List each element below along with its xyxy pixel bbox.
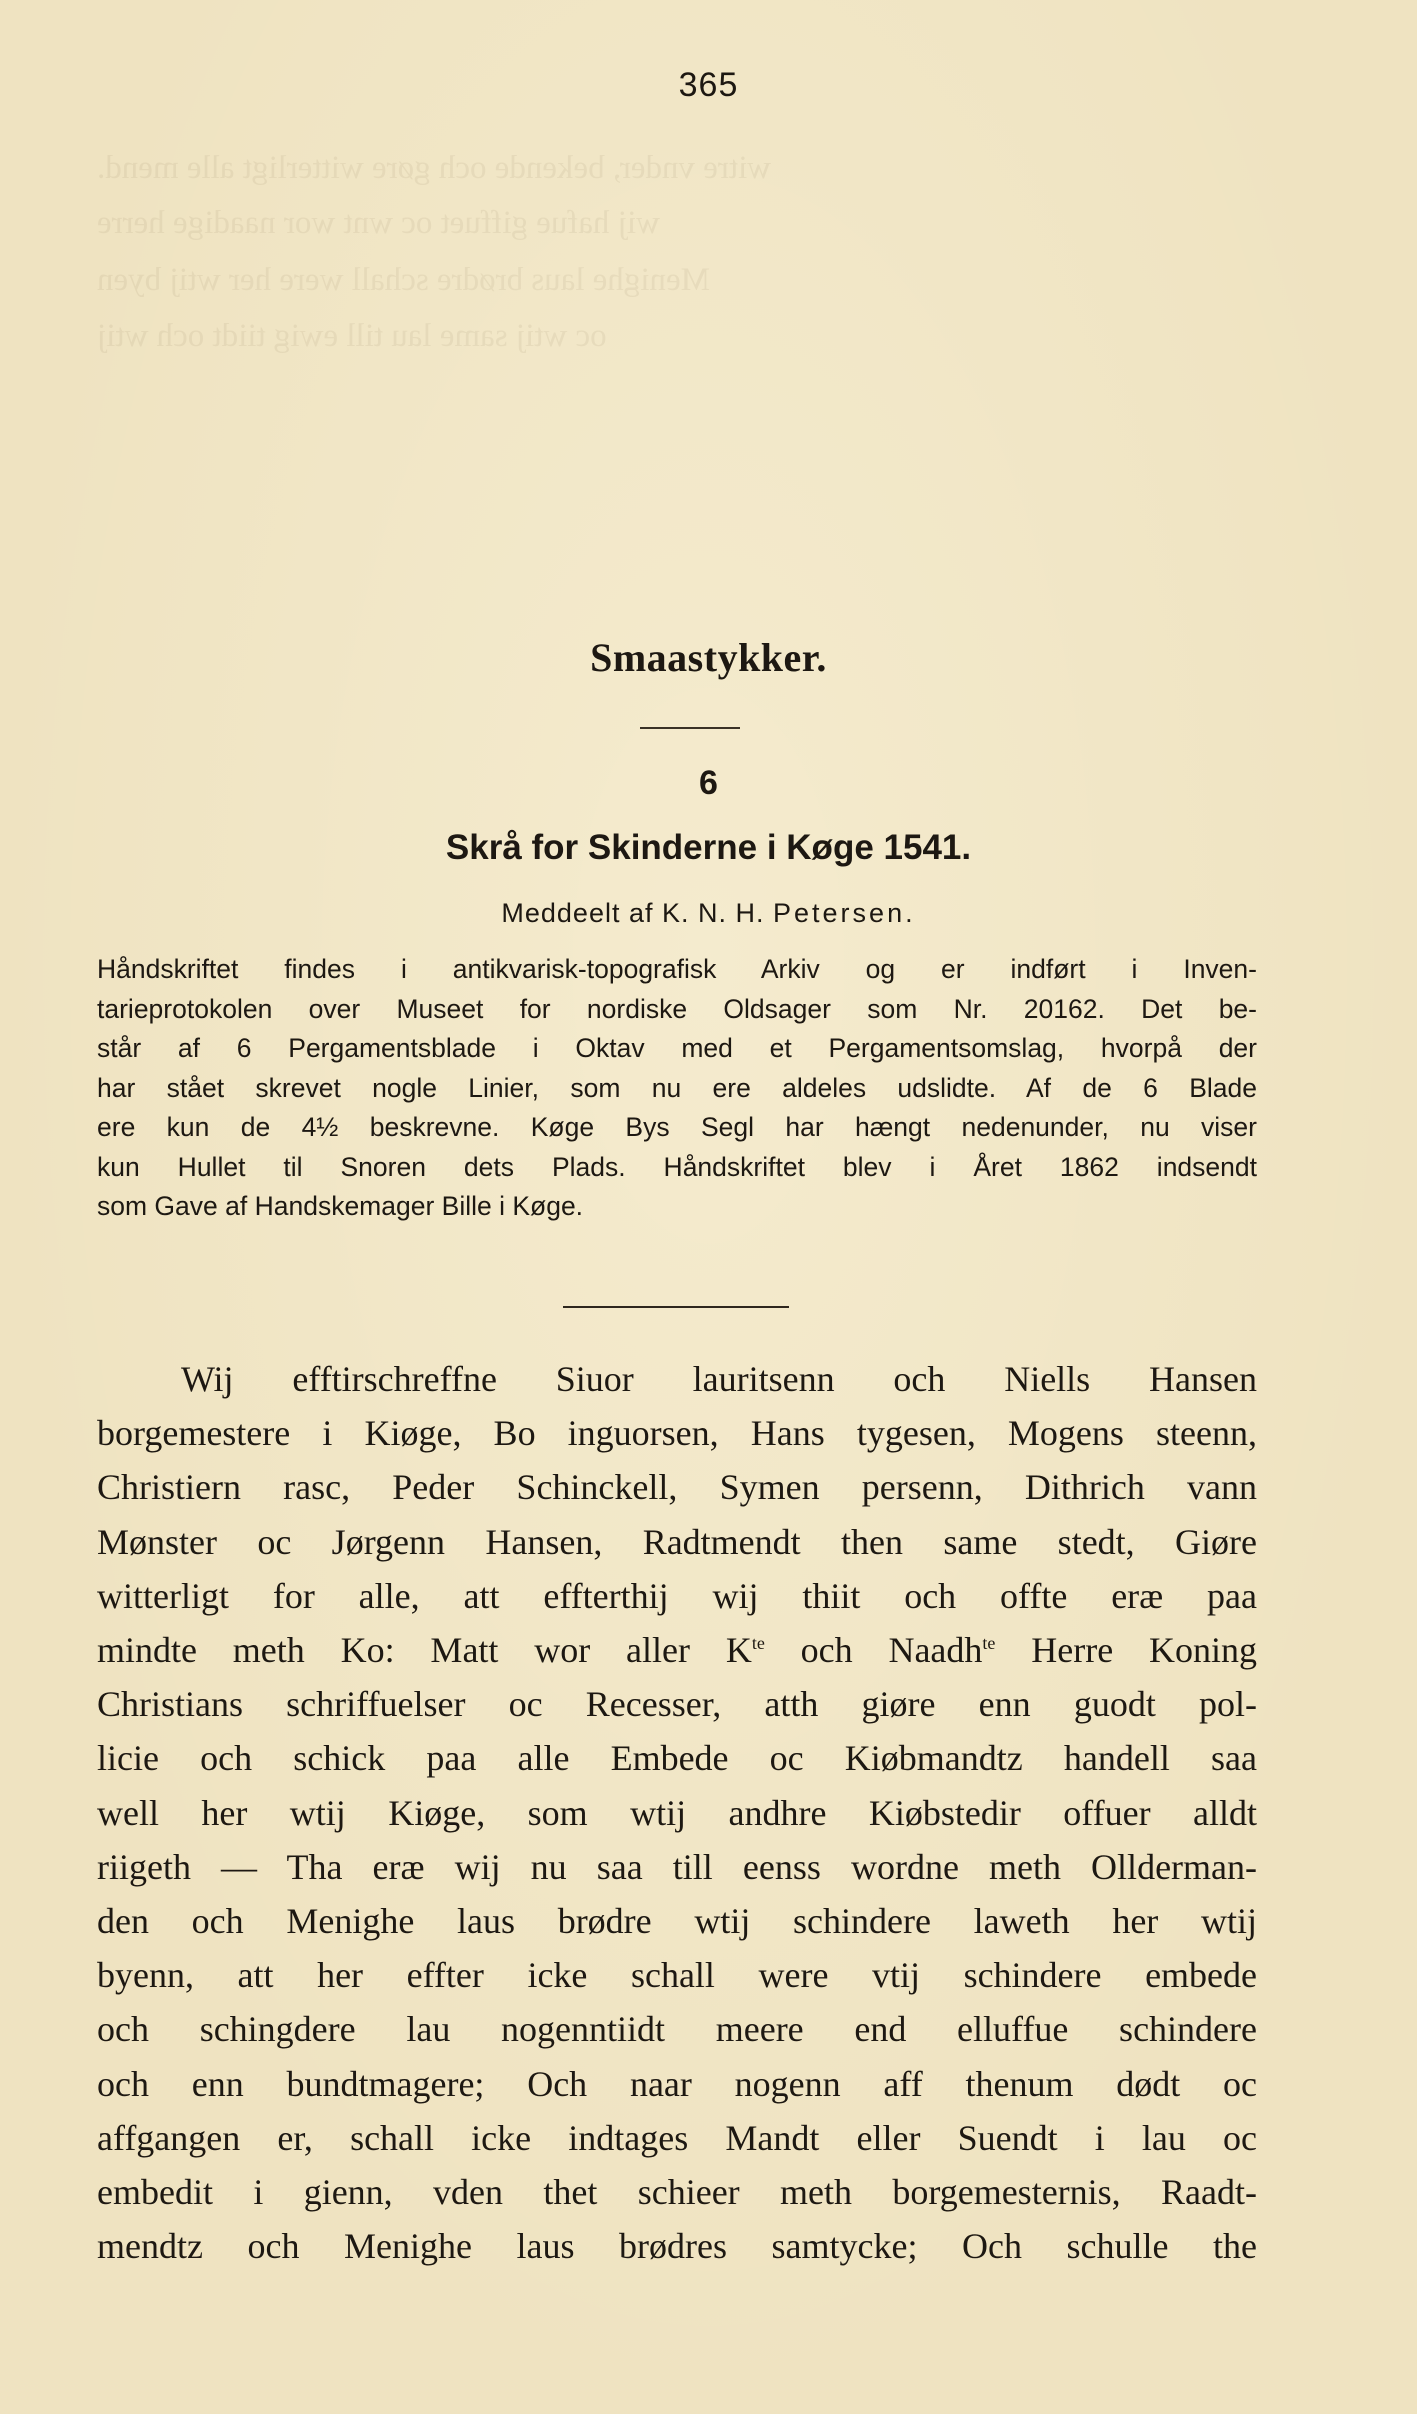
body-line: Christiern rasc, Peder Schinckell, Symen persenn, Dithrich vann: [97, 1467, 1257, 1508]
superscript: te: [982, 1633, 996, 1654]
intro-line: har stået skrevet nogle Linier, som nu ere aldeles udslidte. Af de 6 Blade: [97, 1072, 1257, 1103]
intro-line: står af 6 Pergamentsblade i Oktav med et Pergamentsomslag, hvorpå der: [97, 1033, 1257, 1063]
intro-line: ere kun de 4½ beskrevne. Køge Bys Segl har hængt nedenunder, nu viser: [97, 1112, 1257, 1142]
document-body: [97, 1352, 1257, 2273]
body-line-part: och Naadh: [800, 1630, 983, 1671]
byline: [0, 898, 1417, 929]
body-line-part: Herre Koning: [1031, 1630, 1258, 1671]
body-line: borgemestere i Kiøge, Bo inguorsen, Hans tygesen, Mogens steenn,: [97, 1413, 1257, 1454]
byline-prefix: Meddeelt af K. N. H.: [501, 898, 765, 928]
intro-line: som Gave af Handskemager Bille i Køge.: [97, 1191, 584, 1221]
page-number: 365: [678, 66, 739, 104]
body-line: well her wtij Kiøge, som wtij andhre Kiøbstedir offuer alldt: [97, 1792, 1257, 1833]
show-through-text: wij hafue giffuet oc wnt wor naadige herre: [97, 205, 660, 241]
article-title: Skrå for Skinderne i Køge 1541.: [445, 828, 972, 867]
show-through-text: oc wtij same lau till ewig tiidt och wtij: [97, 318, 607, 354]
byline-name: Petersen.: [773, 898, 916, 928]
body-line: och enn bundtmagere; Och naar nogenn aff thenum dødt oc: [97, 2063, 1257, 2104]
show-through-text: Menighe laus brødre schall were her wtij byen: [97, 262, 711, 298]
body-line: witterligt for alle, att effterthij wij thiit och offte eræ paa: [97, 1575, 1257, 1616]
section-title: Smaastykker.: [590, 635, 827, 680]
body-line-with-superscripts: [97, 1623, 1257, 1677]
body-line: affgangen er, schall icke indtages Mandt eller Suendt i lau oc: [97, 2117, 1257, 2158]
body-line: Wij efftirschreffne Siuor lauritsenn och Niells Hansen: [181, 1359, 1257, 1399]
intro-line: Håndskriftet findes i antikvarisk-topografisk Arkiv og er indført i Inven-: [97, 954, 1257, 984]
body-line: och schingdere lau nogenntiidt meere end elluffue schindere: [97, 2009, 1257, 2050]
text-divider: [563, 1306, 789, 1308]
body-line-part: mindte meth Ko: Matt wor aller K: [97, 1630, 752, 1671]
superscript: te: [751, 1633, 765, 1654]
body-line: den och Menighe laus brødre wtij schindere laweth her wtij: [97, 1901, 1257, 1942]
show-through-text: witre vnder, bekende och gøre witterligt alle mend.: [97, 150, 772, 186]
body-line: licie och schick paa alle Embede oc Kiøbmandtz handell saa: [97, 1738, 1257, 1779]
article-number: 6: [699, 764, 718, 802]
body-line: byenn, att her effter icke schall were vtij schindere embede: [97, 1955, 1257, 1996]
intro-line: kun Hullet til Snoren dets Plads. Håndskriftet blev i Året 1862 indsendt: [97, 1151, 1257, 1182]
intro-line: tarieprotokolen over Museet for nordiske Oldsager som Nr. 20162. Det be-: [97, 993, 1257, 1024]
body-line: Mønster oc Jørgenn Hansen, Radtmendt then same stedt, Giøre: [97, 1521, 1257, 1562]
body-line: riigeth — Tha eræ wij nu saa till eenss wordne meth Ollderman-: [97, 1846, 1257, 1887]
section-divider: [640, 727, 740, 729]
body-line: embedit i gienn, vden thet schieer meth borgemesternis, Raadt-: [97, 2172, 1257, 2213]
intro-paragraph: [97, 950, 1257, 1227]
body-line: mendtz och Menighe laus brødres samtycke; Och schulle the: [97, 2226, 1257, 2267]
body-line: Christians schriffuelser oc Recesser, atth giøre enn guodt pol-: [97, 1684, 1257, 1725]
